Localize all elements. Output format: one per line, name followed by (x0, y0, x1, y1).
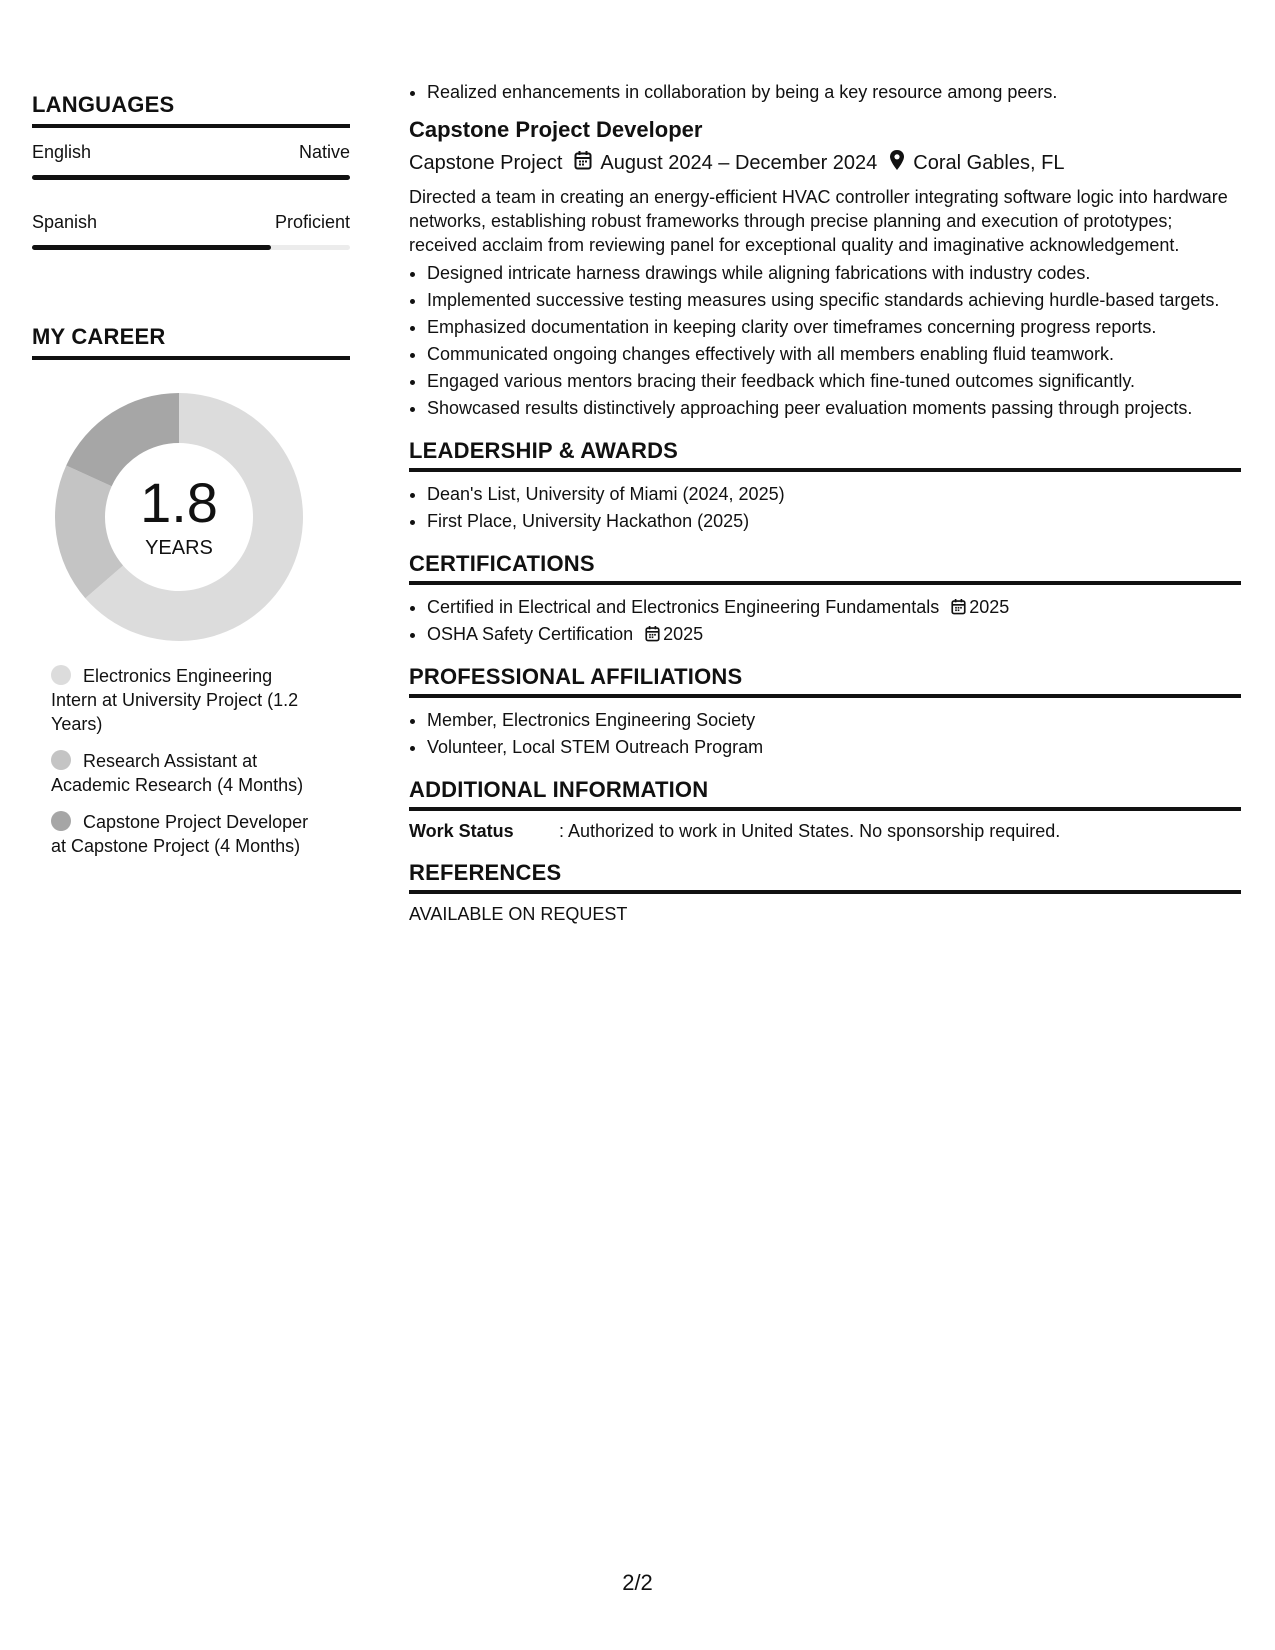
certification-year (951, 597, 1009, 617)
language-name: English (32, 142, 92, 162)
previous-job-bullets (409, 80, 1241, 104)
legend-swatch (51, 665, 71, 685)
references-text: AVAILABLE ON REQUEST (409, 904, 628, 924)
certifications-section (409, 551, 1241, 646)
list-item: • Dean's List, University of Miami (2024, 2025) (427, 482, 1241, 506)
job-title: Capstone Project Developer (409, 117, 703, 142)
list-item: • Implemented successive testing measures using specific standards achieving hurdle-based targets. (427, 288, 1241, 312)
calendar-icon (951, 598, 966, 615)
legend-swatch (51, 750, 71, 770)
additional-info-title: ADDITIONAL INFORMATION (409, 777, 1241, 811)
language-name: Spanish (32, 212, 98, 232)
list-item: • Designed intricate harness drawings while aligning fabrications with industry codes. (427, 261, 1241, 285)
job-meta (409, 149, 1241, 177)
list-item: • Communicated ongoing changes effectively with all members enabling fluid teamwork. (427, 342, 1241, 366)
donut-center-label (54, 392, 304, 642)
language-proficiency-bar (32, 245, 350, 250)
list-item: • Showcased results distinctively approaching peer evaluation moments passing through projects. (427, 396, 1241, 420)
languages-section (32, 92, 350, 250)
legend-item (51, 810, 321, 858)
job-company: Capstone Project (409, 151, 563, 174)
job-entry (409, 117, 1241, 420)
calendar-icon (645, 625, 660, 642)
work-status-label: Work Status (409, 821, 514, 841)
page-number: 2/2 (622, 1570, 653, 1595)
leadership-list (409, 482, 1241, 533)
language-proficiency-fill (32, 175, 350, 180)
right-column (409, 80, 1241, 925)
languages-title: LANGUAGES (32, 92, 350, 128)
list-item (427, 595, 1241, 619)
list-item: • Member, Electronics Engineering Society (427, 708, 1241, 732)
career-total-years: 1.8 (140, 470, 218, 534)
list-item: • Emphasized documentation in keeping clarity over timeframes concerning progress reports. (427, 315, 1241, 339)
work-status-row (409, 821, 1241, 842)
job-dates: August 2024 – December 2024 (600, 151, 878, 174)
job-description: Directed a team in creating an energy-efficient HVAC controller integrating software logic into hardware networks, establishing robust frameworks through precise planning and execution of prototypes; received acclaim from reviewing panel for exceptional quality and imaginative acknowledgement. (409, 187, 1228, 255)
work-status-value: : Authorized to work in United States. No sponsorship required. (559, 821, 1061, 841)
leadership-title: LEADERSHIP & AWARDS (409, 438, 1241, 472)
career-donut-chart (54, 392, 304, 642)
affiliations-section (409, 664, 1241, 759)
list-item: • Volunteer, Local STEM Outreach Program (427, 735, 1241, 759)
language-item-spanish (32, 212, 350, 250)
certifications-title: CERTIFICATIONS (409, 551, 1241, 585)
certification-year-text: 2025 (663, 624, 704, 644)
references-section (409, 860, 1241, 925)
legend-label: Electronics Engineering Intern at University Project (1.2 Years) (51, 666, 299, 734)
leadership-section (409, 438, 1241, 533)
career-legend (51, 664, 321, 858)
certification-name: Certified in Electrical and Electronics Engineering Fundamentals (427, 597, 940, 617)
legend-swatch (51, 811, 71, 831)
legend-label: Capstone Project Developer at Capstone Project (4 Months) (51, 812, 309, 856)
legend-item (51, 664, 321, 736)
affiliations-list (409, 708, 1241, 759)
language-level: Proficient (274, 212, 350, 232)
language-level: Native (298, 142, 350, 162)
language-proficiency-fill (32, 245, 271, 250)
affiliations-title: PROFESSIONAL AFFILIATIONS (409, 664, 1241, 698)
certification-year-text: 2025 (969, 597, 1010, 617)
map-pin-icon (889, 149, 905, 177)
references-title: REFERENCES (409, 860, 1241, 894)
list-item (427, 622, 1241, 646)
certifications-list (409, 595, 1241, 646)
additional-info-section (409, 777, 1241, 842)
career-title: MY CAREER (32, 324, 350, 360)
certification-name: OSHA Safety Certification (427, 624, 634, 644)
legend-label: Research Assistant at Academic Research (4 Months) (51, 751, 304, 795)
list-item: • First Place, University Hackathon (2025) (427, 509, 1241, 533)
career-section (32, 324, 350, 858)
left-column (32, 92, 350, 871)
certification-year (645, 624, 703, 644)
language-proficiency-bar (32, 175, 350, 180)
list-item: • Engaged various mentors bracing their feedback which fine-tuned outcomes significantly. (427, 369, 1241, 393)
calendar-icon (574, 150, 592, 176)
job-bullets (409, 261, 1241, 420)
job-location: Coral Gables, FL (913, 151, 1065, 174)
legend-item (51, 749, 321, 797)
list-item: • Realized enhancements in collaboration by being a key resource among peers. (427, 80, 1241, 104)
career-total-unit: YEARS (145, 536, 213, 559)
language-item-english (32, 142, 350, 180)
